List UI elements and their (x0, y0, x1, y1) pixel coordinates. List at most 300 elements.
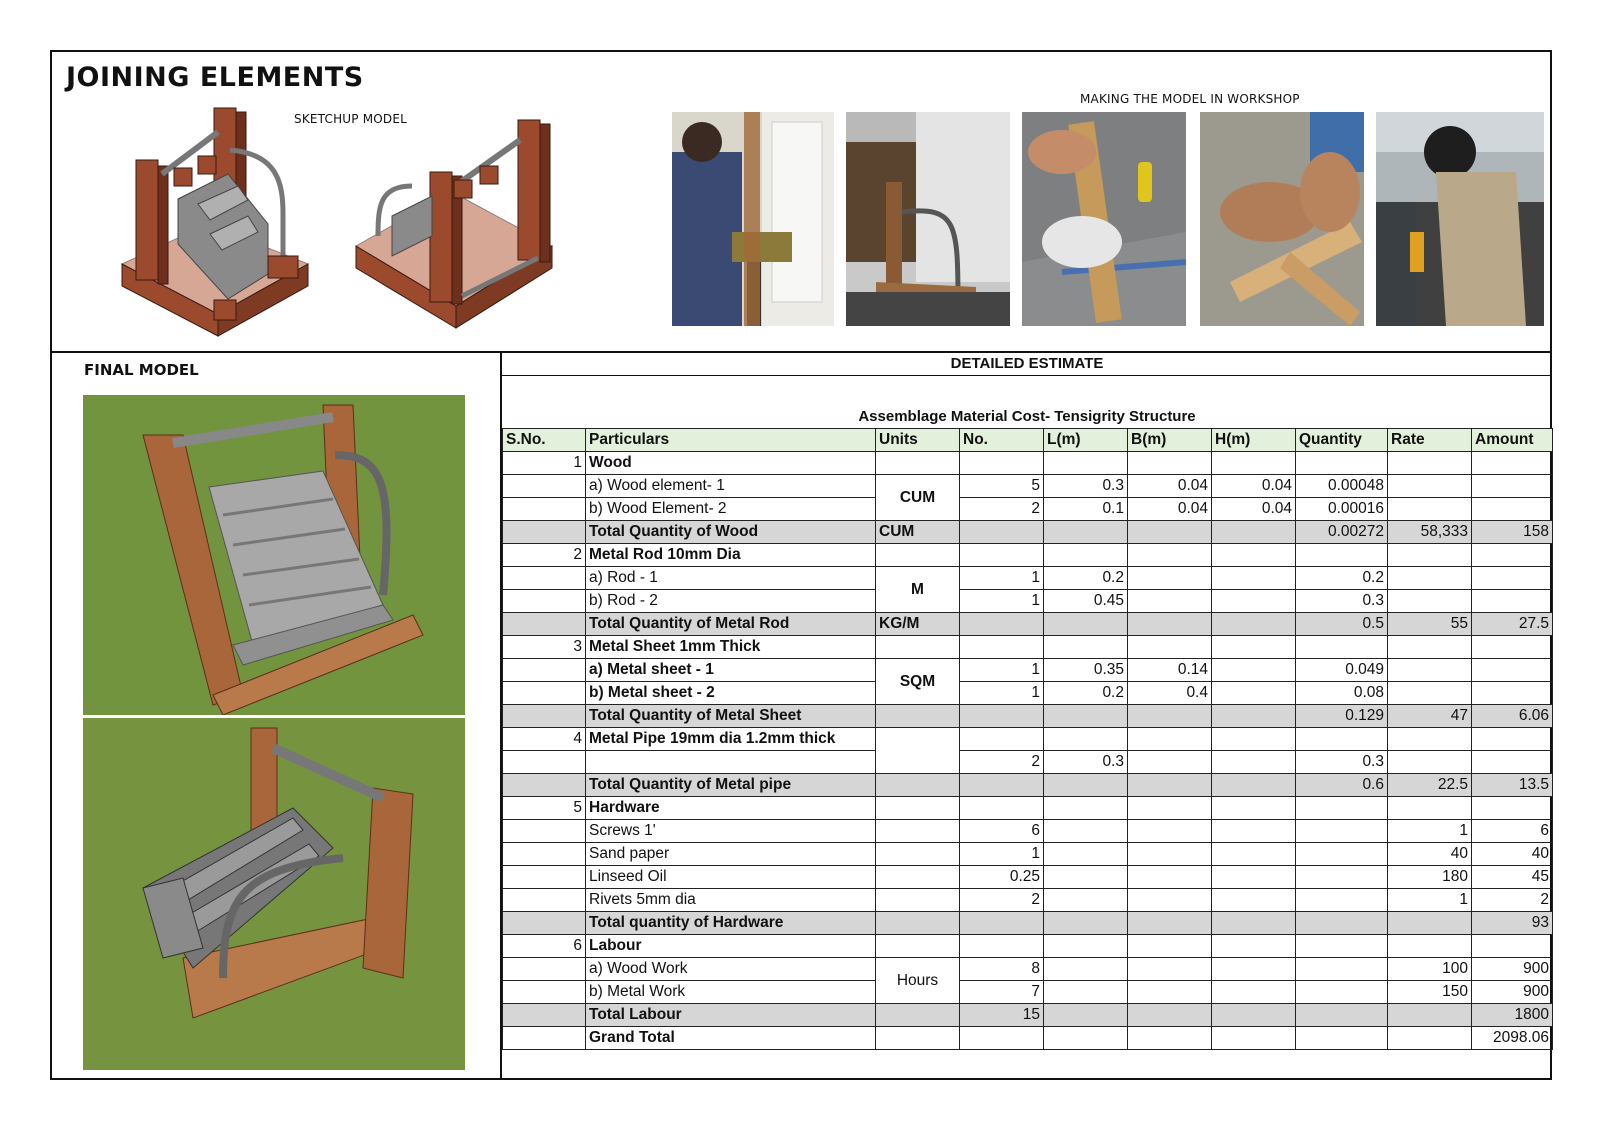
column-header: Quantity (1296, 429, 1388, 452)
table-row (503, 567, 1553, 590)
cell-b (1128, 728, 1212, 751)
cell-b (1128, 521, 1212, 544)
cell-rate: 22.5 (1388, 774, 1472, 797)
cell-h (1212, 1004, 1296, 1027)
cell-no (960, 544, 1044, 567)
cell-amt: 2 (1472, 889, 1553, 912)
cell-units: SQM (876, 659, 960, 705)
sketchup-model-view-2 (352, 116, 562, 336)
cell-qty (1296, 981, 1388, 1004)
cell-b (1128, 590, 1212, 613)
cell-l (1044, 866, 1128, 889)
cell-sno (503, 751, 586, 774)
cell-b (1128, 843, 1212, 866)
cell-b (1128, 866, 1212, 889)
cell-rate (1388, 682, 1472, 705)
cell-l (1044, 889, 1128, 912)
table-total-row (503, 1004, 1553, 1027)
cell-qty: 0.049 (1296, 659, 1388, 682)
table-row (503, 843, 1553, 866)
cell-units (876, 935, 960, 958)
cell-no: 6 (960, 820, 1044, 843)
cell-units (876, 797, 960, 820)
cell-rate: 180 (1388, 866, 1472, 889)
cell-qty (1296, 636, 1388, 659)
cell-amt: 40 (1472, 843, 1553, 866)
cell-part: Screws 1' (586, 820, 876, 843)
table-row (503, 820, 1553, 843)
cell-b (1128, 544, 1212, 567)
cell-amt: 900 (1472, 981, 1553, 1004)
cell-sno (503, 682, 586, 705)
cell-b: 0.04 (1128, 475, 1212, 498)
cell-b (1128, 636, 1212, 659)
cell-rate (1388, 452, 1472, 475)
cell-sno: 4 (503, 728, 586, 751)
cell-no (960, 1027, 1044, 1050)
cell-part: a) Wood Work (586, 958, 876, 981)
cell-l (1044, 820, 1128, 843)
table-row (503, 452, 1553, 475)
cell-b: 0.04 (1128, 498, 1212, 521)
cell-qty (1296, 544, 1388, 567)
cell-amt: 900 (1472, 958, 1553, 981)
cell-l (1044, 521, 1128, 544)
cell-no (960, 728, 1044, 751)
cell-part: Total quantity of Hardware (586, 912, 876, 935)
cell-units: CUM (876, 521, 960, 544)
cell-no: 1 (960, 567, 1044, 590)
cell-l: 0.2 (1044, 682, 1128, 705)
cell-l: 0.1 (1044, 498, 1128, 521)
cell-rate: 100 (1388, 958, 1472, 981)
cell-qty (1296, 728, 1388, 751)
table-row (503, 751, 1553, 774)
cell-qty: 0.129 (1296, 705, 1388, 728)
cell-units (876, 843, 960, 866)
workshop-photo-drilling (1376, 112, 1544, 326)
cell-qty (1296, 452, 1388, 475)
cell-h (1212, 567, 1296, 590)
cell-sno (503, 866, 586, 889)
cell-rate (1388, 659, 1472, 682)
table-row (503, 682, 1553, 705)
cell-part: b) Rod - 2 (586, 590, 876, 613)
cell-h (1212, 1027, 1296, 1050)
cell-units (876, 544, 960, 567)
cell-sno (503, 659, 586, 682)
cell-b (1128, 981, 1212, 1004)
cell-units (876, 452, 960, 475)
table-row (503, 958, 1553, 981)
cell-rate (1388, 1027, 1472, 1050)
cell-no: 7 (960, 981, 1044, 1004)
sketchup-caption: SKETCHUP MODEL (294, 112, 408, 126)
cell-part: a) Metal sheet - 1 (586, 659, 876, 682)
cell-l (1044, 843, 1128, 866)
cell-sno: 5 (503, 797, 586, 820)
cell-sno (503, 958, 586, 981)
cell-no (960, 912, 1044, 935)
cell-amt (1472, 544, 1553, 567)
cell-rate (1388, 636, 1472, 659)
cell-no: 2 (960, 751, 1044, 774)
cell-l (1044, 1004, 1128, 1027)
column-header: Particulars (586, 429, 876, 452)
cell-no (960, 636, 1044, 659)
cell-b (1128, 1004, 1212, 1027)
cell-l (1044, 774, 1128, 797)
table-row (503, 590, 1553, 613)
cell-qty (1296, 843, 1388, 866)
cell-amt: 6.06 (1472, 705, 1553, 728)
cell-sno (503, 1027, 586, 1050)
cell-sno: 6 (503, 935, 586, 958)
cell-qty: 0.6 (1296, 774, 1388, 797)
cell-no: 1 (960, 843, 1044, 866)
cell-rate (1388, 912, 1472, 935)
cell-no (960, 705, 1044, 728)
column-header: S.No. (503, 429, 586, 452)
cell-amt: 45 (1472, 866, 1553, 889)
cell-l (1044, 613, 1128, 636)
sketchup-model-view-1 (118, 104, 318, 340)
cell-h (1212, 866, 1296, 889)
final-model-photo-1 (83, 395, 465, 715)
cell-qty: 0.00272 (1296, 521, 1388, 544)
table-row (503, 475, 1553, 498)
cell-units: M (876, 567, 960, 613)
cell-h (1212, 636, 1296, 659)
cell-amt (1472, 567, 1553, 590)
workshop-photo-joint (1200, 112, 1364, 326)
table-total-row (503, 705, 1553, 728)
table-row (503, 659, 1553, 682)
cell-amt: 6 (1472, 820, 1553, 843)
cell-b (1128, 567, 1212, 590)
cell-part: Linseed Oil (586, 866, 876, 889)
cell-h: 0.04 (1212, 498, 1296, 521)
cell-part: Total Quantity of Metal Sheet (586, 705, 876, 728)
cell-qty (1296, 958, 1388, 981)
table-row (503, 797, 1553, 820)
column-header: Rate (1388, 429, 1472, 452)
cell-part: a) Wood element- 1 (586, 475, 876, 498)
cell-sno (503, 843, 586, 866)
cell-b (1128, 820, 1212, 843)
table-total-row (503, 912, 1553, 935)
cell-sno (503, 567, 586, 590)
cell-b (1128, 613, 1212, 636)
cell-qty: 0.3 (1296, 751, 1388, 774)
cell-amt (1472, 590, 1553, 613)
cell-units (876, 866, 960, 889)
cell-sno (503, 889, 586, 912)
cell-amt: 13.5 (1472, 774, 1553, 797)
cell-l: 0.35 (1044, 659, 1128, 682)
column-header: Amount (1472, 429, 1553, 452)
cell-rate (1388, 544, 1472, 567)
final-model-photo-2 (83, 718, 465, 1070)
cell-qty: 0.5 (1296, 613, 1388, 636)
cell-h (1212, 843, 1296, 866)
cell-l (1044, 452, 1128, 475)
cell-sno (503, 705, 586, 728)
cell-part: Sand paper (586, 843, 876, 866)
cell-rate: 1 (1388, 820, 1472, 843)
cell-part: Total Quantity of Wood (586, 521, 876, 544)
cell-no: 1 (960, 590, 1044, 613)
cell-sno (503, 613, 586, 636)
cell-sno (503, 521, 586, 544)
cell-qty (1296, 1004, 1388, 1027)
cell-sno (503, 498, 586, 521)
cell-part: Metal Rod 10mm Dia (586, 544, 876, 567)
final-model-caption: FINAL MODEL (84, 361, 199, 379)
cell-no: 0.25 (960, 866, 1044, 889)
table-total-row (503, 521, 1553, 544)
cell-part: Metal Pipe 19mm dia 1.2mm thick (586, 728, 876, 751)
cell-h: 0.04 (1212, 475, 1296, 498)
estimate-subtitle: Assemblage Material Cost- Tensigrity Structure (858, 408, 1196, 425)
cell-no: 8 (960, 958, 1044, 981)
cell-no: 2 (960, 889, 1044, 912)
cell-h (1212, 728, 1296, 751)
cell-qty (1296, 889, 1388, 912)
cell-h (1212, 705, 1296, 728)
cell-rate: 47 (1388, 705, 1472, 728)
cell-no: 1 (960, 659, 1044, 682)
cell-sno (503, 475, 586, 498)
cell-rate: 40 (1388, 843, 1472, 866)
cell-h (1212, 659, 1296, 682)
cell-h (1212, 521, 1296, 544)
cell-l (1044, 981, 1128, 1004)
cell-sno (503, 774, 586, 797)
cell-b (1128, 935, 1212, 958)
estimate-table-body (503, 452, 1553, 1050)
cell-part: Hardware (586, 797, 876, 820)
cell-rate (1388, 935, 1472, 958)
cell-amt: 2098.06 (1472, 1027, 1553, 1050)
cell-units (876, 774, 960, 797)
cell-units (876, 728, 960, 774)
cell-no (960, 452, 1044, 475)
table-total-row (503, 774, 1553, 797)
cell-b: 0.14 (1128, 659, 1212, 682)
cell-b (1128, 797, 1212, 820)
cell-part: b) Metal sheet - 2 (586, 682, 876, 705)
cell-amt: 1800 (1472, 1004, 1553, 1027)
workshop-photo-frame (846, 112, 1010, 326)
table-row (503, 636, 1553, 659)
cell-no: 1 (960, 682, 1044, 705)
cell-units (876, 912, 960, 935)
cell-sno (503, 590, 586, 613)
cell-qty: 0.00016 (1296, 498, 1388, 521)
cell-rate: 1 (1388, 889, 1472, 912)
cell-sno (503, 820, 586, 843)
cell-h (1212, 935, 1296, 958)
cell-units (876, 889, 960, 912)
cell-amt (1472, 682, 1553, 705)
cell-l: 0.45 (1044, 590, 1128, 613)
cell-h (1212, 751, 1296, 774)
cell-b (1128, 1027, 1212, 1050)
table-row (503, 889, 1553, 912)
cell-h (1212, 613, 1296, 636)
cell-rate (1388, 498, 1472, 521)
cell-sno: 2 (503, 544, 586, 567)
cell-rate: 55 (1388, 613, 1472, 636)
cell-l (1044, 636, 1128, 659)
table-header-row (503, 429, 1553, 452)
cell-no (960, 613, 1044, 636)
cell-h (1212, 774, 1296, 797)
cell-b (1128, 958, 1212, 981)
cell-b (1128, 912, 1212, 935)
cell-amt (1472, 636, 1553, 659)
cell-part: b) Metal Work (586, 981, 876, 1004)
column-header: Units (876, 429, 960, 452)
page-title: JOINING ELEMENTS (66, 62, 364, 93)
cell-h (1212, 590, 1296, 613)
cell-qty (1296, 1027, 1388, 1050)
cell-part: Total Quantity of Metal pipe (586, 774, 876, 797)
cell-no: 15 (960, 1004, 1044, 1027)
cell-amt (1472, 452, 1553, 475)
cell-l: 0.3 (1044, 475, 1128, 498)
cell-rate: 150 (1388, 981, 1472, 1004)
cell-no: 5 (960, 475, 1044, 498)
cell-b (1128, 452, 1212, 475)
cell-b: 0.4 (1128, 682, 1212, 705)
cell-h (1212, 912, 1296, 935)
cell-amt (1472, 751, 1553, 774)
cell-no (960, 774, 1044, 797)
cell-sno: 1 (503, 452, 586, 475)
cell-l (1044, 728, 1128, 751)
cell-qty: 0.00048 (1296, 475, 1388, 498)
cell-l: 0.3 (1044, 751, 1128, 774)
workshop-caption: MAKING THE MODEL IN WORKSHOP (1080, 92, 1300, 106)
cell-h (1212, 820, 1296, 843)
table-total-row (503, 613, 1553, 636)
cell-units (876, 636, 960, 659)
cell-l (1044, 797, 1128, 820)
cell-rate (1388, 475, 1472, 498)
cell-units: Hours (876, 958, 960, 1004)
cell-units: KG/M (876, 613, 960, 636)
cell-qty (1296, 797, 1388, 820)
cell-h (1212, 544, 1296, 567)
cell-part: Rivets 5mm dia (586, 889, 876, 912)
cell-part: Grand Total (586, 1027, 876, 1050)
cell-no (960, 797, 1044, 820)
cell-qty: 0.2 (1296, 567, 1388, 590)
cell-h (1212, 682, 1296, 705)
cell-qty (1296, 935, 1388, 958)
cell-no (960, 935, 1044, 958)
cell-rate (1388, 1004, 1472, 1027)
table-row (503, 935, 1553, 958)
column-header: B(m) (1128, 429, 1212, 452)
cell-amt (1472, 498, 1553, 521)
cell-h (1212, 958, 1296, 981)
cell-qty (1296, 820, 1388, 843)
cell-h (1212, 889, 1296, 912)
cell-b (1128, 705, 1212, 728)
workshop-photo-grinding (672, 112, 834, 326)
cell-sno (503, 981, 586, 1004)
cell-part: Total Quantity of Metal Rod (586, 613, 876, 636)
cell-no: 2 (960, 498, 1044, 521)
workshop-photo-hands-wood (1022, 112, 1186, 326)
cell-l: 0.2 (1044, 567, 1128, 590)
column-header: No. (960, 429, 1044, 452)
cell-rate: 58,333 (1388, 521, 1472, 544)
cell-qty: 0.08 (1296, 682, 1388, 705)
cell-b (1128, 751, 1212, 774)
cell-qty: 0.3 (1296, 590, 1388, 613)
cell-part: Metal Sheet 1mm Thick (586, 636, 876, 659)
cell-sno (503, 1004, 586, 1027)
cell-part: a) Rod - 1 (586, 567, 876, 590)
cell-amt (1472, 728, 1553, 751)
cell-l (1044, 912, 1128, 935)
cell-amt (1472, 797, 1553, 820)
cell-part: b) Wood Element- 2 (586, 498, 876, 521)
cell-units (876, 1004, 960, 1027)
cell-units: CUM (876, 475, 960, 521)
cell-amt (1472, 475, 1553, 498)
cell-units (876, 820, 960, 843)
table-row (503, 728, 1553, 751)
cell-no (960, 521, 1044, 544)
cell-qty (1296, 866, 1388, 889)
table-row (503, 498, 1553, 521)
cell-rate (1388, 751, 1472, 774)
cell-part: Total Labour (586, 1004, 876, 1027)
cell-rate (1388, 590, 1472, 613)
cell-qty (1296, 912, 1388, 935)
column-header: L(m) (1044, 429, 1128, 452)
cell-units (876, 1027, 960, 1050)
cell-units (876, 705, 960, 728)
cell-h (1212, 981, 1296, 1004)
cell-part: Labour (586, 935, 876, 958)
table-row (503, 981, 1553, 1004)
cell-rate (1388, 797, 1472, 820)
cell-sno (503, 912, 586, 935)
cell-rate (1388, 567, 1472, 590)
table-grand-total-row (503, 1027, 1553, 1050)
estimate-heading: DETAILED ESTIMATE (502, 353, 1552, 376)
table-row (503, 544, 1553, 567)
cell-part: Wood (586, 452, 876, 475)
cell-part (586, 751, 876, 774)
estimate-table (502, 428, 1553, 1050)
table-row (503, 866, 1553, 889)
cell-amt: 27.5 (1472, 613, 1553, 636)
cell-h (1212, 452, 1296, 475)
cell-rate (1388, 728, 1472, 751)
cell-b (1128, 889, 1212, 912)
cell-l (1044, 935, 1128, 958)
cell-amt: 158 (1472, 521, 1553, 544)
cell-l (1044, 1027, 1128, 1050)
cell-sno: 3 (503, 636, 586, 659)
